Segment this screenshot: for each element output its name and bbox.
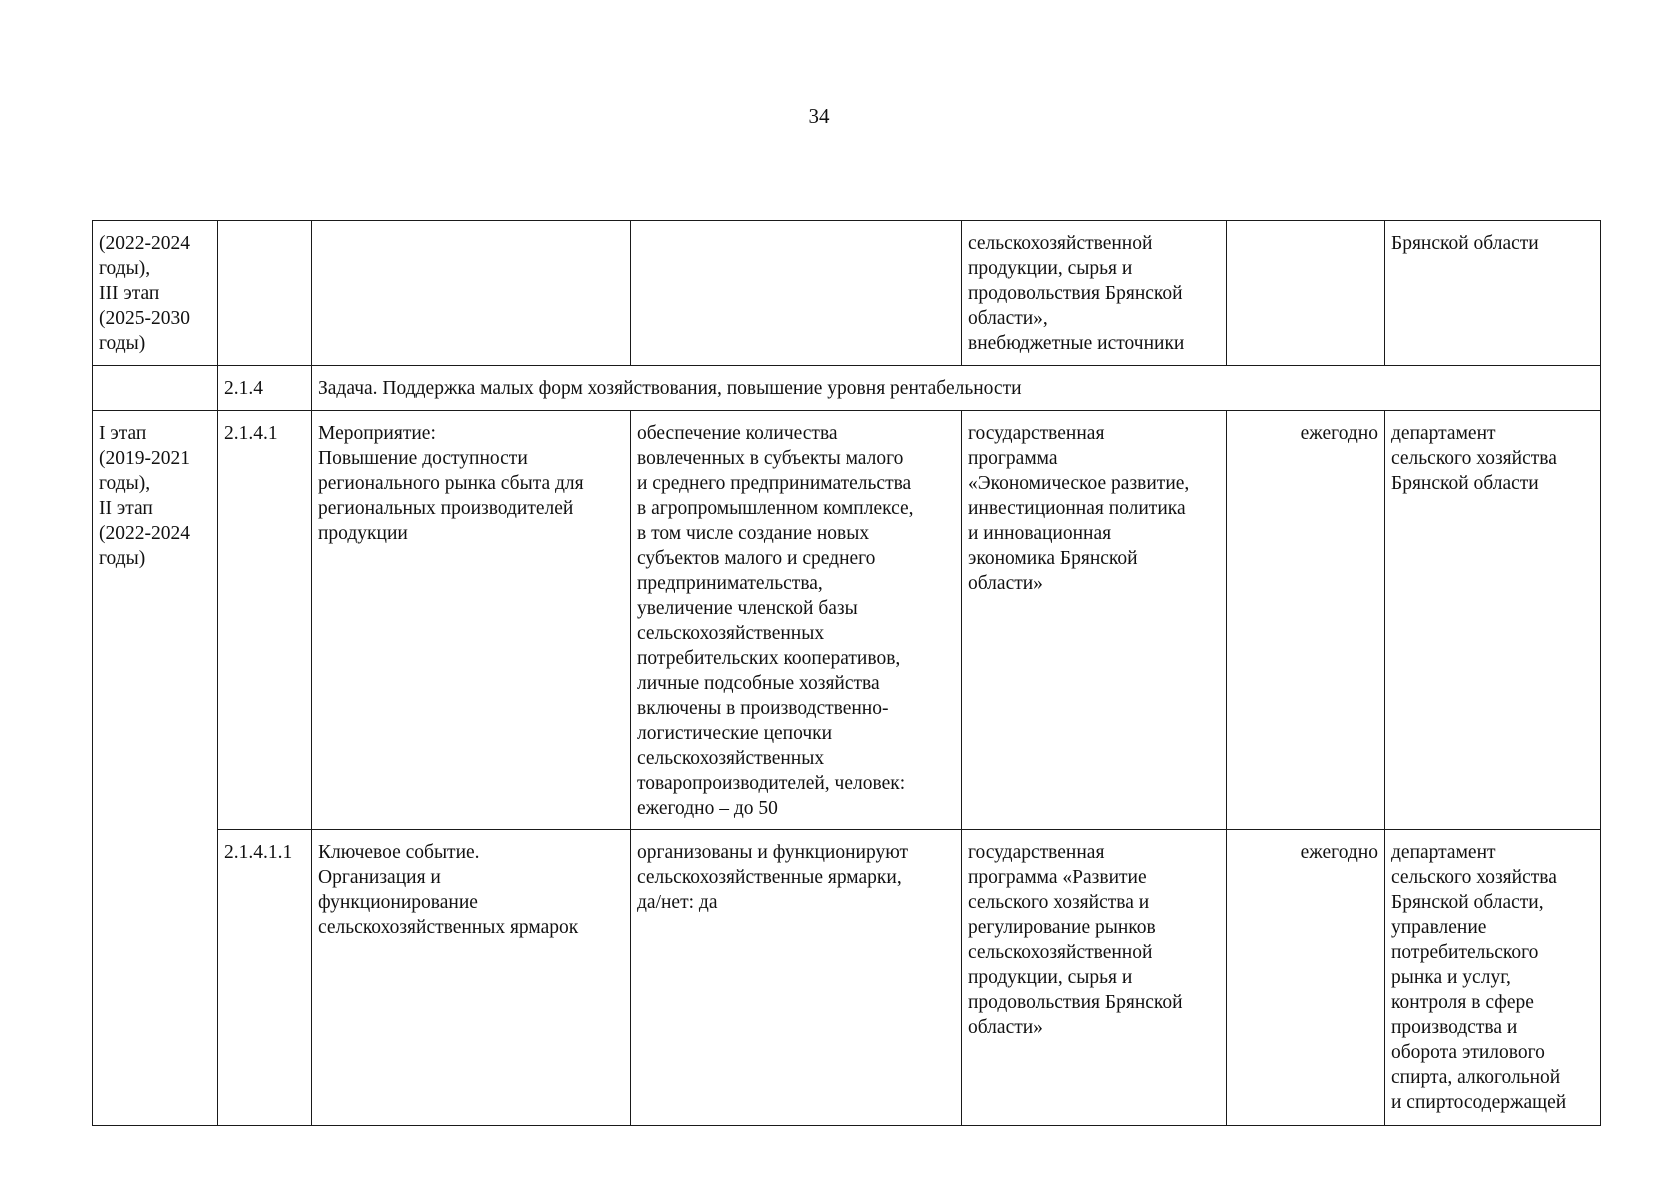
cell-stages: (2022-2024 годы), III этап (2025-2030 годы)	[93, 221, 218, 366]
cell-activity	[312, 221, 631, 366]
cell-measure-responsible: департамент сельского хозяйства Брянской области	[1385, 411, 1601, 830]
cell-responsible: Брянской области	[1385, 221, 1601, 366]
cell-event-source: государственная программа «Развитие сельского хозяйства и регулирование рынков сельскохозяйственной продукции, сырья и продовольствия Брянской области»	[962, 830, 1227, 1126]
cell-number	[218, 221, 312, 366]
cell-measure-deadline: ежегодно	[1227, 411, 1385, 830]
table-row-measure	[93, 411, 1601, 830]
cell-measure-stages: I этап (2019-2021 годы), II этап (2022-2024 годы)	[93, 411, 218, 1126]
cell-deadline	[1227, 221, 1385, 366]
cell-measure-activity: Мероприятие: Повышение доступности регионального рынка сбыта для региональных производителей продукции	[312, 411, 631, 830]
table-row-task	[93, 366, 1601, 411]
cell-event-activity: Ключевое событие. Организация и функционирование сельскохозяйственных ярмарок	[312, 830, 631, 1126]
table-row-event	[93, 830, 1601, 1126]
cell-event-responsible: департамент сельского хозяйства Брянской области, управление потребительского рынка и услуг, контроля в сфере производства и оборота этилового спирта, алкогольной и спиртосодержащей	[1385, 830, 1601, 1126]
plan-table	[92, 220, 1601, 1126]
cell-event-deadline: ежегодно	[1227, 830, 1385, 1126]
cell-source: сельскохозяйственной продукции, сырья и продовольствия Брянской области», внебюджетные источники	[962, 221, 1227, 366]
table-row-continuation	[93, 221, 1601, 366]
cell-event-result: организованы и функционируют сельскохозяйственные ярмарки, да/нет: да	[631, 830, 962, 1126]
cell-measure-result: обеспечение количества вовлеченных в субъекты малого и среднего предпринимательства в агропромышленном комплексе, в том числе создание новых субъектов малого и среднего предпринимательства, увеличение членской базы сельскохозяйственных потребительских кооперативов, личные подсобные хозяйства включены в производственно- логистические цепочки сельскохозяйственных товаропроизводителей, человек: ежегодно – до 50	[631, 411, 962, 830]
cell-measure-source: государственная программа «Экономическое развитие, инвестиционная политика и инновационная экономика Брянской области»	[962, 411, 1227, 830]
cell-task-title: Задача. Поддержка малых форм хозяйствования, повышение уровня рентабельности	[312, 366, 1601, 411]
cell-result	[631, 221, 962, 366]
cell-stages-empty	[93, 366, 218, 411]
cell-task-number: 2.1.4	[218, 366, 312, 411]
page-number: 34	[808, 104, 830, 128]
cell-measure-number: 2.1.4.1	[218, 411, 312, 830]
cell-event-number: 2.1.4.1.1	[218, 830, 312, 1126]
